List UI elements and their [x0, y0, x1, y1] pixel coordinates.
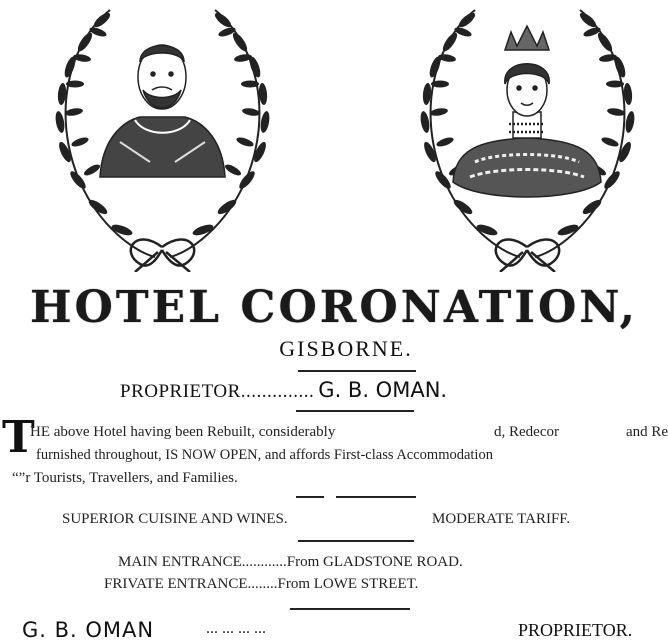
divider: [296, 496, 324, 498]
paragraph-line-1: [30, 424, 335, 441]
main-entrance: MAIN ENTRANCE............From GLADSTONE ROAD.: [118, 554, 463, 570]
paragraph-line-3: “”r Tourists, Travellers, and Families.: [12, 470, 238, 486]
king-portrait-icon: [40, 2, 285, 272]
divider: [298, 370, 416, 372]
hotel-title: HOTEL CORONATION,: [29, 282, 638, 333]
queen-portrait-icon: [405, 2, 650, 272]
proprietor-label: PROPRIETOR..............: [120, 381, 315, 402]
paragraph-line-1b: d, Redecor: [494, 424, 559, 440]
footer-dots: ... ... ... ...: [206, 620, 266, 637]
paragraph-line-1-text: HE above Hotel having been Rebuilt, considerably: [30, 424, 336, 440]
hotel-location: GISBORNE.: [279, 336, 413, 361]
divider: [336, 496, 416, 498]
divider: [298, 540, 414, 542]
footer-name: G. B. OMAN: [22, 618, 155, 642]
drop-cap: T: [2, 412, 35, 463]
footer-role: PROPRIETOR.: [518, 620, 633, 640]
feature-tariff: MODERATE TARIFF.: [432, 511, 571, 527]
divider: [296, 410, 414, 412]
divider: [290, 608, 410, 610]
paragraph-line-2: furnished throughout, IS NOW OPEN, and affords First-class Accommodation: [36, 447, 493, 463]
paragraph-line-1c: and Re: [626, 424, 668, 440]
feature-cuisine: SUPERIOR CUISINE AND WINES.: [62, 511, 288, 527]
proprietor-name: G. B. OMAN.: [318, 378, 448, 402]
private-entrance: FRIVATE ENTRANCE........From LOWE STREET.: [104, 576, 419, 592]
proprietor-line: [120, 378, 447, 403]
